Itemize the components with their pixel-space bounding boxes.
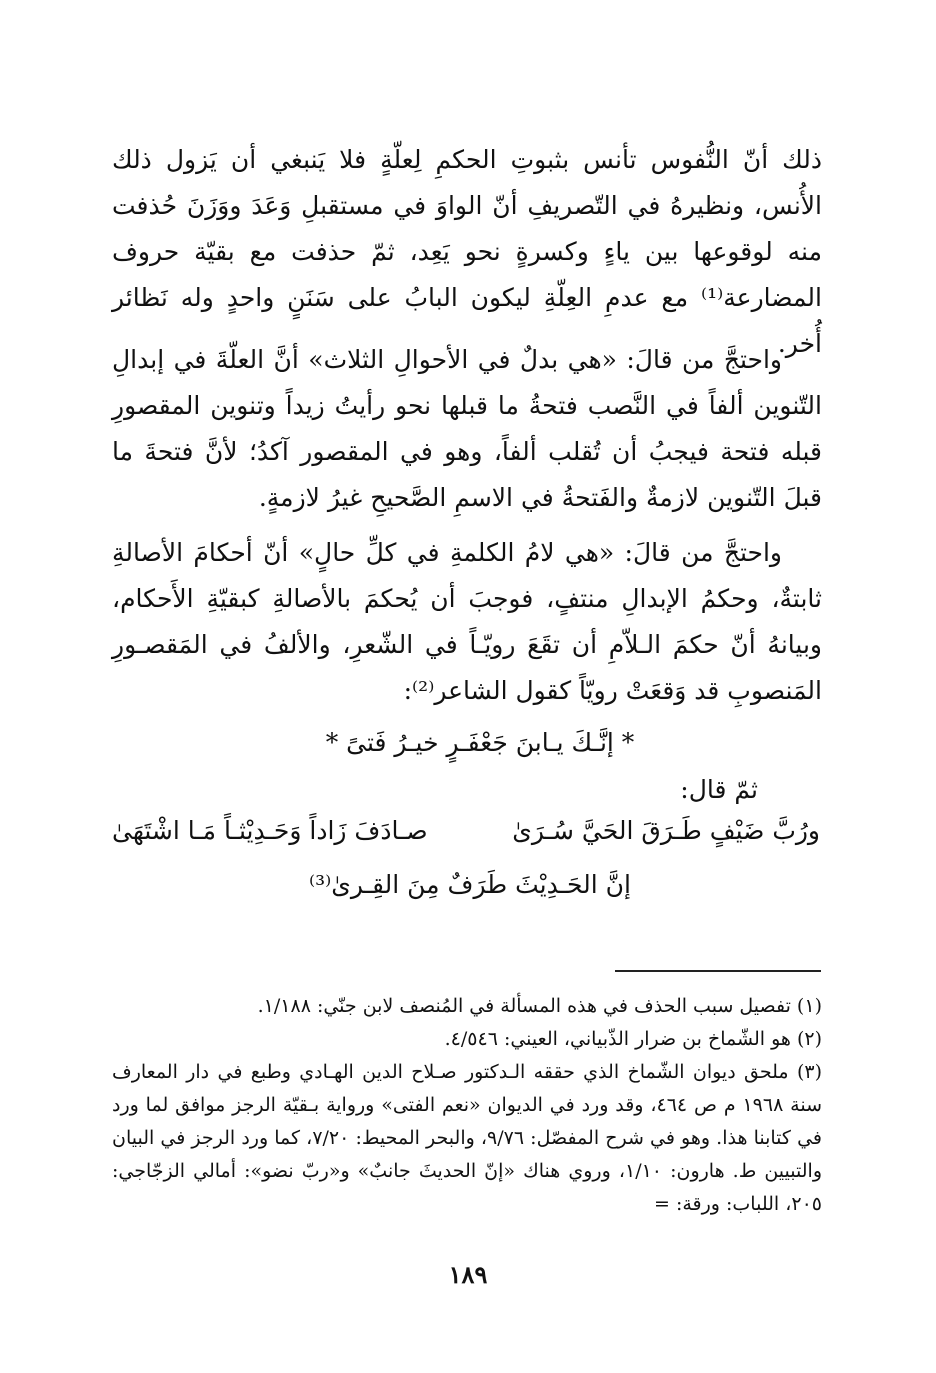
poem-verse-2-first-hemistich: ورُبَّ ضَيْفٍ طَـرَقَ الحَيَّ سُـرَىٰ xyxy=(512,816,820,845)
page-number: ١٨٩ xyxy=(448,1260,488,1289)
poem-verse-2-second-hemistich: صـادَفَ زَاداً وَحَـدِيْثـاً مَـا اشْتَهَىٰ xyxy=(112,816,428,845)
footnote-1: (١) تفصيل سبب الحذف في هذه المسألة في المُنصف لابن جنّي: ١/١٨٨. xyxy=(257,995,822,1017)
paragraph-text: ذلك أنّ النُّفوس تأنس بثبوتِ الحكمِ لِعلّةٍ فلا يَنبغي أن يَزول ذلك الأُنس، ونظيرهُ في التّصريفِ أنّ الواوَ في مستقبلِ وَعَدَ ووَزَنَ حُذفت منه لوقوعها بين ياءٍ وكسرةٍ نحو يَعِد، ثمّ حذفت مع بقيّة حروف المضارعة⁽¹⁾ مع عدمِ العِلّةِ ليكون البابُ على سَنَنٍ واحدٍ وله نَظائر أُخر. xyxy=(112,145,822,358)
footnote-2: (٢) هو الشّماخ بن ضرار الذّبياني، العيني: ٤/٥٤٦. xyxy=(444,1028,822,1050)
footnotes-section xyxy=(112,990,822,1221)
body-paragraph-3 xyxy=(112,530,822,714)
paragraph-text: واحتجَّ من قالَ: «هي بدلٌ في الأحوالِ الثلاث» أنَّ العلّةَ في إبدالِ التّنوين ألفاً في النَّصب فتحةُ ما قبلها نحو رأيتُ زيداً وتنوين المقصورِ قبله فتحة فيجبُ أن تُقلب ألفاً، وهو في المقصور آكدُ؛ لأنَّ فتحةَ ما قبلَ التّنوين لازمةٌ والفَتحةُ في الاسمِ الصَّحيحِ غيرُ لازمةٍ. xyxy=(112,345,822,512)
poem-verse-1: * إنَّـكَ يـابنَ جَعْفَـرٍ خيـرُ فَتىً * xyxy=(325,728,635,757)
footnote-divider xyxy=(615,970,821,972)
verse-intro-text: ثمّ قال: xyxy=(680,775,758,804)
poem-verse-3: إنَّ الحَـدِيْثَ طَرَفٌ مِنَ القِـرىٰ⁽³⁾ xyxy=(309,870,631,899)
body-paragraph-1 xyxy=(112,137,822,367)
paragraph-text: واحتجَّ من قالَ: «هي لامُ الكلمةِ في كلِّ حالٍ» أنّ أحكامَ الأصالةِ ثابتةٌ، وحكمُ الإبدالِ منتفٍ، فوجبَ أن يُحكمَ بالأصالةِ كبقيّةِ الأَحكام، وبيانهُ أنّ حكمَ الـلاّمِ أن تقَعَ رويّـاً في الشّعرِ، والألفُ في المَقصـورِ المَنصوبِ قد وَقعَتْ رويّاً كقول الشاعر⁽²⁾: xyxy=(112,538,822,705)
body-paragraph-2 xyxy=(112,337,822,521)
footnote-3: (٣) ملحق ديوان الشّماخ الذي حققه الـدكتور صـلاح الدين الهـادي وطبع في دار المعارف سنة ١٩٦٨ م ص ٤٦٤، وقد ورد في الديوان «نعم الفتى» ورواية بـقيّة الرجز موافق لما ورد في كتابنا هذا. وهو في شرح المفصّل: ٩/٧٦، والبحر المحيط: ٧/٢٠، كما ورد الرجز في البيان والتبيين ط. هارون: ١/١٠، وروي هناك «إنّ الحديثَ جانبٌ» و«ربّ نضو»: أمالي الزجّاجي: ٢٠٥، اللباب: ورقة: = xyxy=(112,1061,823,1215)
